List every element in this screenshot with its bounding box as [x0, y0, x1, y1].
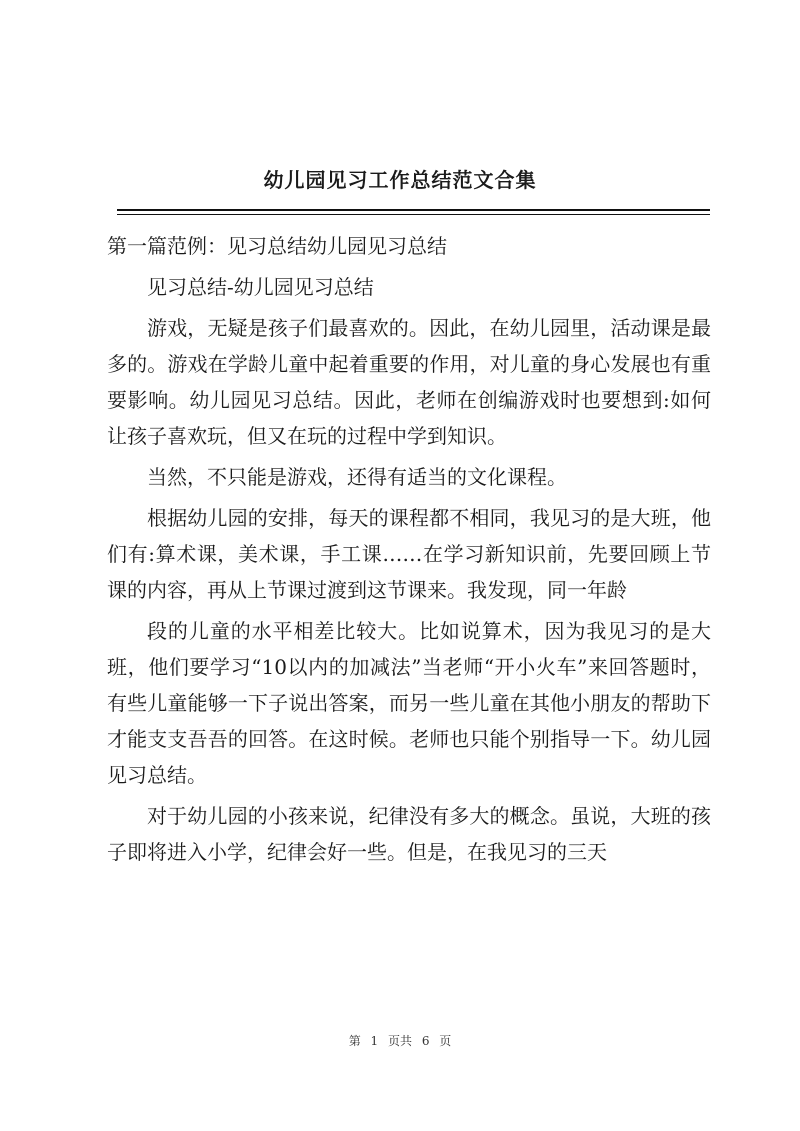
document-body — [107, 228, 711, 875]
paragraph: 当然，不只能是游戏，还得有适当的文化课程。 — [147, 465, 567, 489]
title-rule-thin — [117, 214, 710, 215]
subheading: 见习总结-幼儿园见习总结 — [147, 275, 374, 299]
title-rule-thick — [117, 209, 710, 211]
document-title: 幼儿园见习工作总结范文合集 — [263, 168, 537, 192]
paragraph: 游戏，无疑是孩子们最喜欢的。因此，在幼儿园里，活动课是最多的。游戏在学龄儿童中起着重要的作用，对儿童的身心发展也有重要影响。幼儿园见习总结。因此，老师在创编游戏时也要想到:如何让孩子喜欢玩，但又在玩的过程中学到知识。 — [107, 316, 711, 448]
section-heading: 第一篇范例：见习总结幼儿园见习总结 — [107, 234, 447, 258]
paragraph: 根据幼儿园的安排，每天的课程都不相同，我见习的是大班，他们有:算术课，美术课，手工课……在学习新知识前，先要回顾上节课的内容，再从上节课过渡到这节课来。我发现，同一年龄 — [107, 506, 711, 602]
paragraph: 段的儿童的水平相差比较大。比如说算术，因为我见习的是大班，他们要学习“10以内的加减法”当老师“开小火车”来回答题时，有些儿童能够一下子说出答案，而另一些儿童在其他小朋友的帮助下才能支支吾吾的回答。在这时候。老师也只能个别指导一下。幼儿园见习总结。 — [107, 619, 711, 787]
paragraph: 对于幼儿园的小孩来说，纪律没有多大的概念。虽说，大班的孩子即将进入小学，纪律会好一些。但是，在我见习的三天 — [107, 804, 711, 864]
page-footer: 第 1 页共 6 页 — [348, 1034, 452, 1048]
